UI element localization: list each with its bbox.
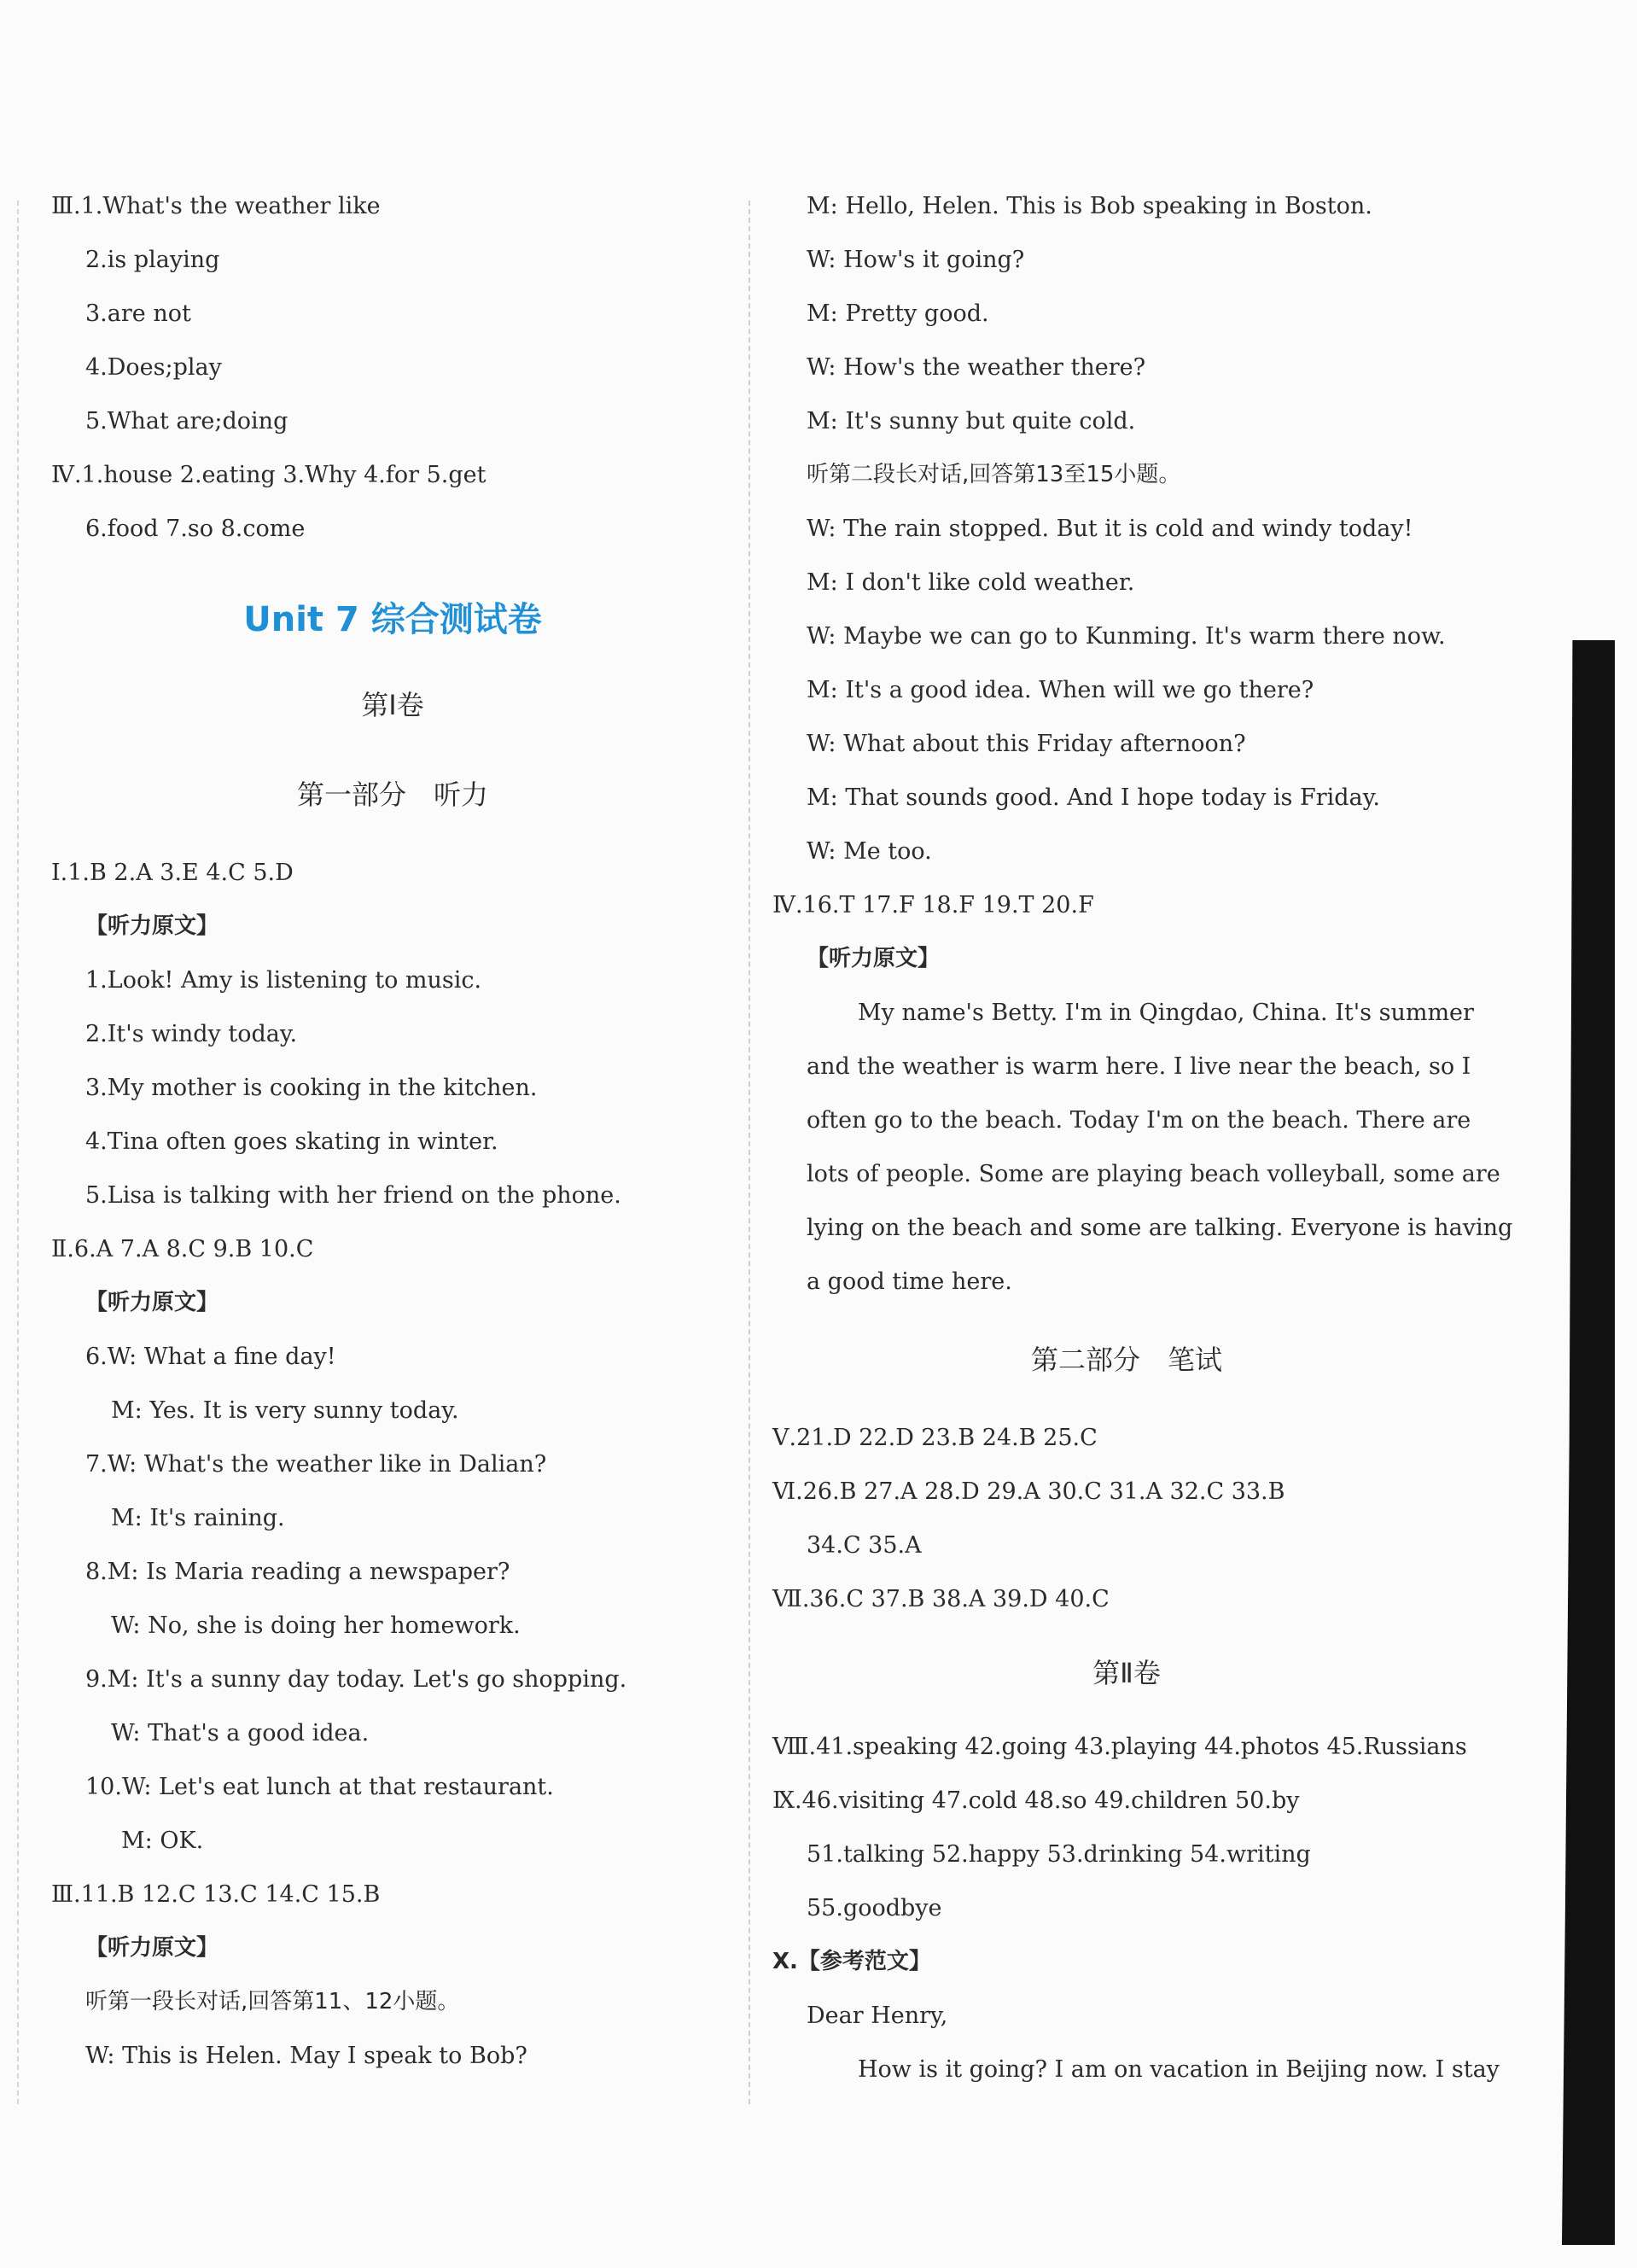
answer-line: 2.is playing (85, 247, 220, 273)
answer-line: M: It's raining. (111, 1505, 285, 1531)
answer-line: lots of people. Some are playing beach volleyball, some are (807, 1161, 1500, 1187)
answer-line: M: Yes. It is very sunny today. (111, 1397, 459, 1424)
answer-line: Dear Henry, (807, 2003, 948, 2029)
answer-line: W: How's the weather there? (807, 354, 1146, 381)
answer-line: 5.What are;doing (85, 408, 288, 434)
answer-line: 34.C 35.A (807, 1532, 922, 1559)
answer-line: M: OK. (121, 1828, 204, 1854)
section-tag: 【听力原文】 (85, 1935, 219, 1961)
right-mid-answers (772, 1411, 1481, 1626)
answer-line: M: Pretty good. (807, 300, 989, 327)
section-tag: 【听力原文】 (85, 1290, 219, 1315)
answer-line: lying on the beach and some are talking. Everyone is having (807, 1215, 1513, 1241)
answer-line: Ⅳ.1.house 2.eating 3.Why 4.for 5.get (51, 462, 486, 488)
volume-two-heading: 第Ⅱ卷 (1092, 1657, 1161, 1689)
answer-line: Ⅷ.41.speaking 42.going 43.playing 44.photos 45.Russians (772, 1734, 1467, 1760)
answer-line: 4.Does;play (85, 354, 222, 381)
answer-line: Ⅰ.1.B 2.A 3.E 4.C 5.D (51, 860, 294, 886)
answer-line: Ⅶ.36.C 37.B 38.A 39.D 40.C (772, 1586, 1110, 1612)
answer-line: Ⅸ.46.visiting 47.cold 48.so 49.children 50.by (772, 1787, 1300, 1814)
section-tag: 【听力原文】 (85, 913, 219, 939)
answer-line: 9.M: It's a sunny day today. Let's go shopping. (85, 1666, 627, 1693)
answer-line: 4.Tina often goes skating in winter. (85, 1128, 498, 1155)
answer-line: 听第二段长对话,回答第13至15小题。 (807, 462, 1181, 487)
answer-line: M: It's sunny but quite cold. (807, 408, 1136, 434)
left-margin-mark (17, 201, 19, 2104)
answer-line: M: I don't like cold weather. (807, 569, 1135, 596)
answer-line: M: Hello, Helen. This is Bob speaking in Boston. (807, 193, 1372, 219)
left-top-answers (51, 179, 734, 556)
answer-line: 2.It's windy today. (85, 1021, 298, 1047)
right-bottom-answers (772, 1720, 1500, 2096)
section-tag: Ⅹ.【参考范文】 (772, 1949, 931, 1974)
section-tag: 【听力原文】 (807, 946, 941, 971)
answer-line: W: No, she is doing her homework. (111, 1612, 521, 1639)
answer-line: W: Maybe we can go to Kunming. It's warm there now. (807, 623, 1446, 650)
answer-line: W: That's a good idea. (111, 1720, 370, 1746)
part-one-heading: 第一部分 听力 (296, 778, 488, 811)
answer-line: 6.W: What a fine day! (85, 1344, 336, 1370)
answer-line: 10.W: Let's eat lunch at that restaurant. (85, 1774, 554, 1800)
right-column (772, 179, 1513, 2096)
answer-line: 5.Lisa is talking with her friend on the phone. (85, 1182, 621, 1209)
answer-line: a good time here. (807, 1268, 1012, 1295)
answer-line: 6.food 7.so 8.come (85, 516, 306, 542)
answer-line: Ⅲ.11.B 12.C 13.C 14.C 15.B (51, 1881, 381, 1908)
answer-line: W: The rain stopped. But it is cold and windy today! (807, 516, 1413, 542)
left-bottom-answers (51, 846, 734, 2083)
answer-line: M: It's a good idea. When will we go there? (807, 677, 1314, 703)
answer-line: Ⅲ.1.What's the weather like (51, 193, 381, 219)
answer-line: Ⅱ.6.A 7.A 8.C 9.B 10.C (51, 1236, 314, 1262)
answer-line: 7.W: What's the weather like in Dalian? (85, 1451, 547, 1478)
answer-line: W: This is Helen. May I speak to Bob? (85, 2043, 527, 2069)
volume-one-heading: 第Ⅰ卷 (361, 689, 424, 721)
answer-line: and the weather is warm here. I live near the beach, so I (807, 1053, 1471, 1080)
answer-line: 3.My mother is cooking in the kitchen. (85, 1075, 538, 1101)
answer-line: 51.talking 52.happy 53.drinking 54.writing (807, 1841, 1311, 1868)
answer-line: 听第一段长对话,回答第11、12小题。 (85, 1989, 460, 2014)
part-two-heading: 第二部分 笔试 (1030, 1344, 1222, 1376)
answer-line: W: Me too. (807, 838, 932, 865)
column-divider (749, 201, 750, 2104)
answer-line: Ⅵ.26.B 27.A 28.D 29.A 30.C 31.A 32.C 33.B (772, 1478, 1285, 1505)
answer-line: Ⅴ.21.D 22.D 23.B 24.B 25.C (772, 1425, 1098, 1451)
right-top-transcript (772, 179, 1513, 1309)
answer-line: W: What about this Friday afternoon? (807, 731, 1246, 757)
answer-line: M: That sounds good. And I hope today is Friday. (807, 784, 1380, 811)
scan-edge-shadow (1562, 640, 1615, 2245)
left-column (51, 179, 734, 2083)
answer-line: 8.M: Is Maria reading a newspaper? (85, 1559, 510, 1585)
answer-line: My name's Betty. I'm in Qingdao, China. It's summer (858, 1000, 1474, 1026)
answer-line: Ⅳ.16.T 17.F 18.F 19.T 20.F (772, 892, 1094, 918)
answer-line: 3.are not (85, 300, 191, 327)
answer-line: W: How's it going? (807, 247, 1025, 273)
answer-line: 55.goodbye (807, 1895, 942, 1921)
unit-title: Unit 7 综合测试卷 (243, 600, 542, 639)
answer-line: often go to the beach. Today I'm on the beach. There are (807, 1107, 1471, 1134)
answer-line: 1.Look! Amy is listening to music. (85, 967, 482, 994)
answer-line: How is it going? I am on vacation in Beijing now. I stay (858, 2056, 1500, 2083)
